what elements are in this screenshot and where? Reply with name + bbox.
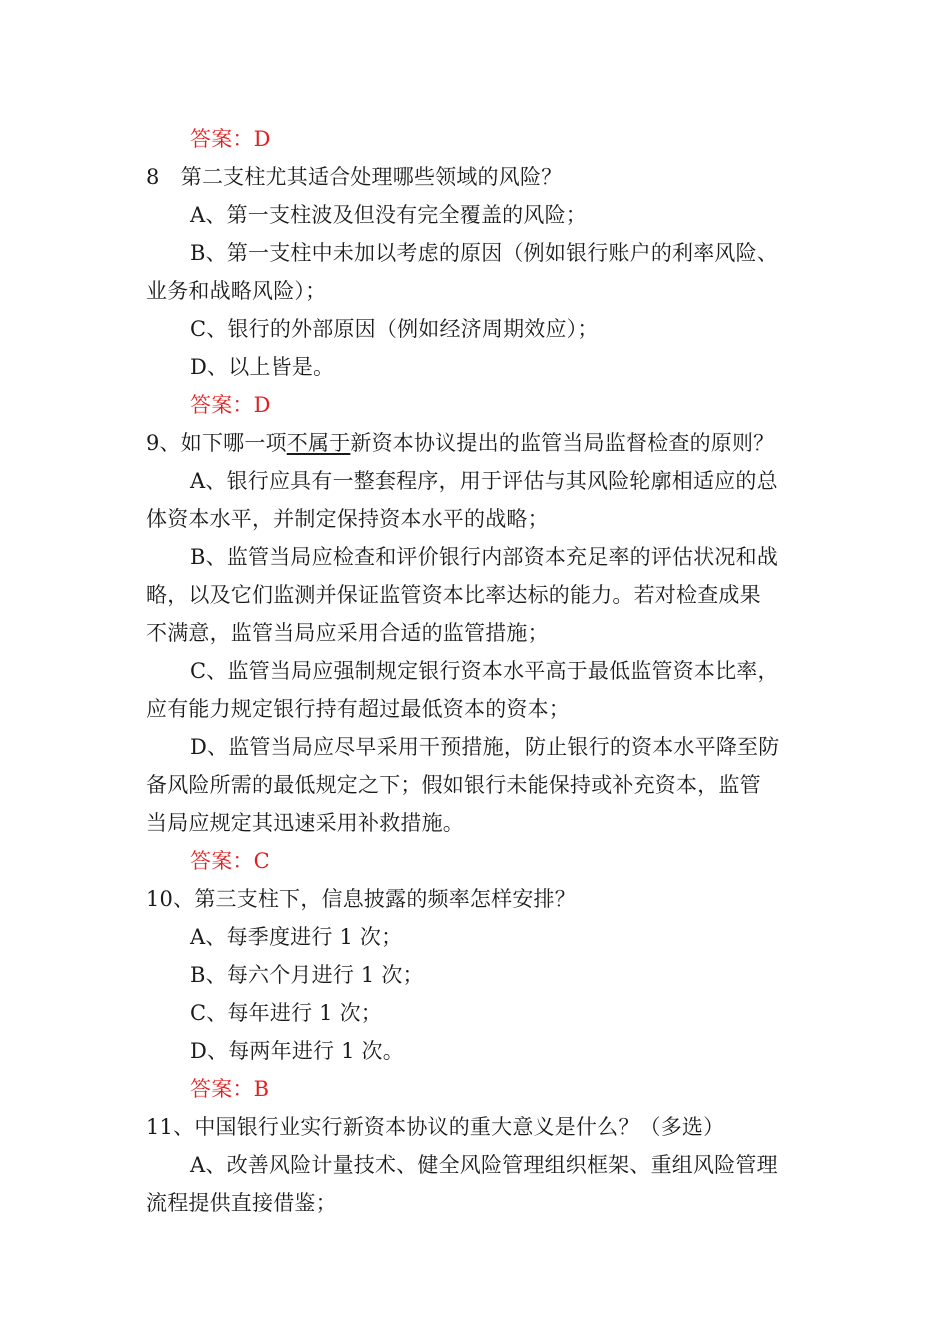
question-10: 10、第三支柱下，信息披露的频率怎样安排？	[146, 887, 576, 911]
q8-option-d: D、以上皆是。	[190, 355, 335, 379]
answer-q9: 答案：C	[190, 849, 270, 873]
q9-option-d-line3: 当局应规定其迅速采用补救措施。	[146, 811, 464, 835]
q9-option-c-line1: C、监管当局应强制规定银行资本水平高于最低监管资本比率，	[190, 659, 779, 683]
q9-question-pre: 9、如下哪一项	[146, 431, 287, 455]
q11-option-a-line2: 流程提供直接借鉴；	[146, 1191, 337, 1215]
q9-option-a-line2: 体资本水平，并制定保持资本水平的战略；	[146, 507, 549, 531]
answer-q7: 答案：D	[190, 127, 271, 151]
question-9	[146, 428, 774, 458]
q11-option-a-line1: A、改善风险计量技术、健全风险管理组织框架、重组风险管理	[190, 1153, 778, 1177]
q8-option-c: C、银行的外部原因（例如经济周期效应）；	[190, 317, 599, 341]
q9-option-d-line1: D、监管当局应尽早采用干预措施，防止银行的资本水平降至防	[190, 735, 780, 759]
q10-option-c: C、每年进行 1 次；	[190, 1001, 382, 1025]
q8-option-b-line2: 业务和战略风险）；	[146, 279, 327, 303]
q9-option-a-line1: A、银行应具有一整套程序，用于评估与其风险轮廓相适应的总	[190, 469, 778, 493]
q10-option-b: B、每六个月进行 1 次；	[190, 963, 424, 987]
answer-q8: 答案：D	[190, 393, 271, 417]
q9-question-underlined: 不属于	[286, 431, 351, 455]
q8-option-b-line1: B、第一支柱中未加以考虑的原因（例如银行账户的利率风险、	[190, 241, 779, 265]
q9-option-b-line2: 略，以及它们监测并保证监管资本比率达标的能力。若对检查成果	[146, 583, 761, 607]
q9-option-d-line2: 备风险所需的最低规定之下；假如银行未能保持或补充资本，监管	[146, 773, 761, 797]
q9-question-post: 新资本协议提出的监管当局监督检查的原则？	[350, 431, 775, 455]
question-11: 11、中国银行业实行新资本协议的重大意义是什么？（多选）	[146, 1115, 725, 1139]
q9-option-b-line3: 不满意，监管当局应采用合适的监管措施；	[146, 621, 549, 645]
q10-option-a: A、每季度进行 1 次；	[190, 925, 403, 949]
q8-option-a: A、第一支柱波及但没有完全覆盖的风险；	[190, 203, 587, 227]
q9-option-b-line1: B、监管当局应检查和评价银行内部资本充足率的评估状况和战	[190, 545, 779, 569]
answer-q10: 答案：B	[190, 1077, 270, 1101]
q9-option-c-line2: 应有能力规定银行持有超过最低资本的资本；	[146, 697, 570, 721]
question-8: 8 第二支柱尤其适合处理哪些领域的风险？	[146, 165, 563, 189]
q10-option-d: D、每两年进行 1 次。	[190, 1039, 404, 1063]
